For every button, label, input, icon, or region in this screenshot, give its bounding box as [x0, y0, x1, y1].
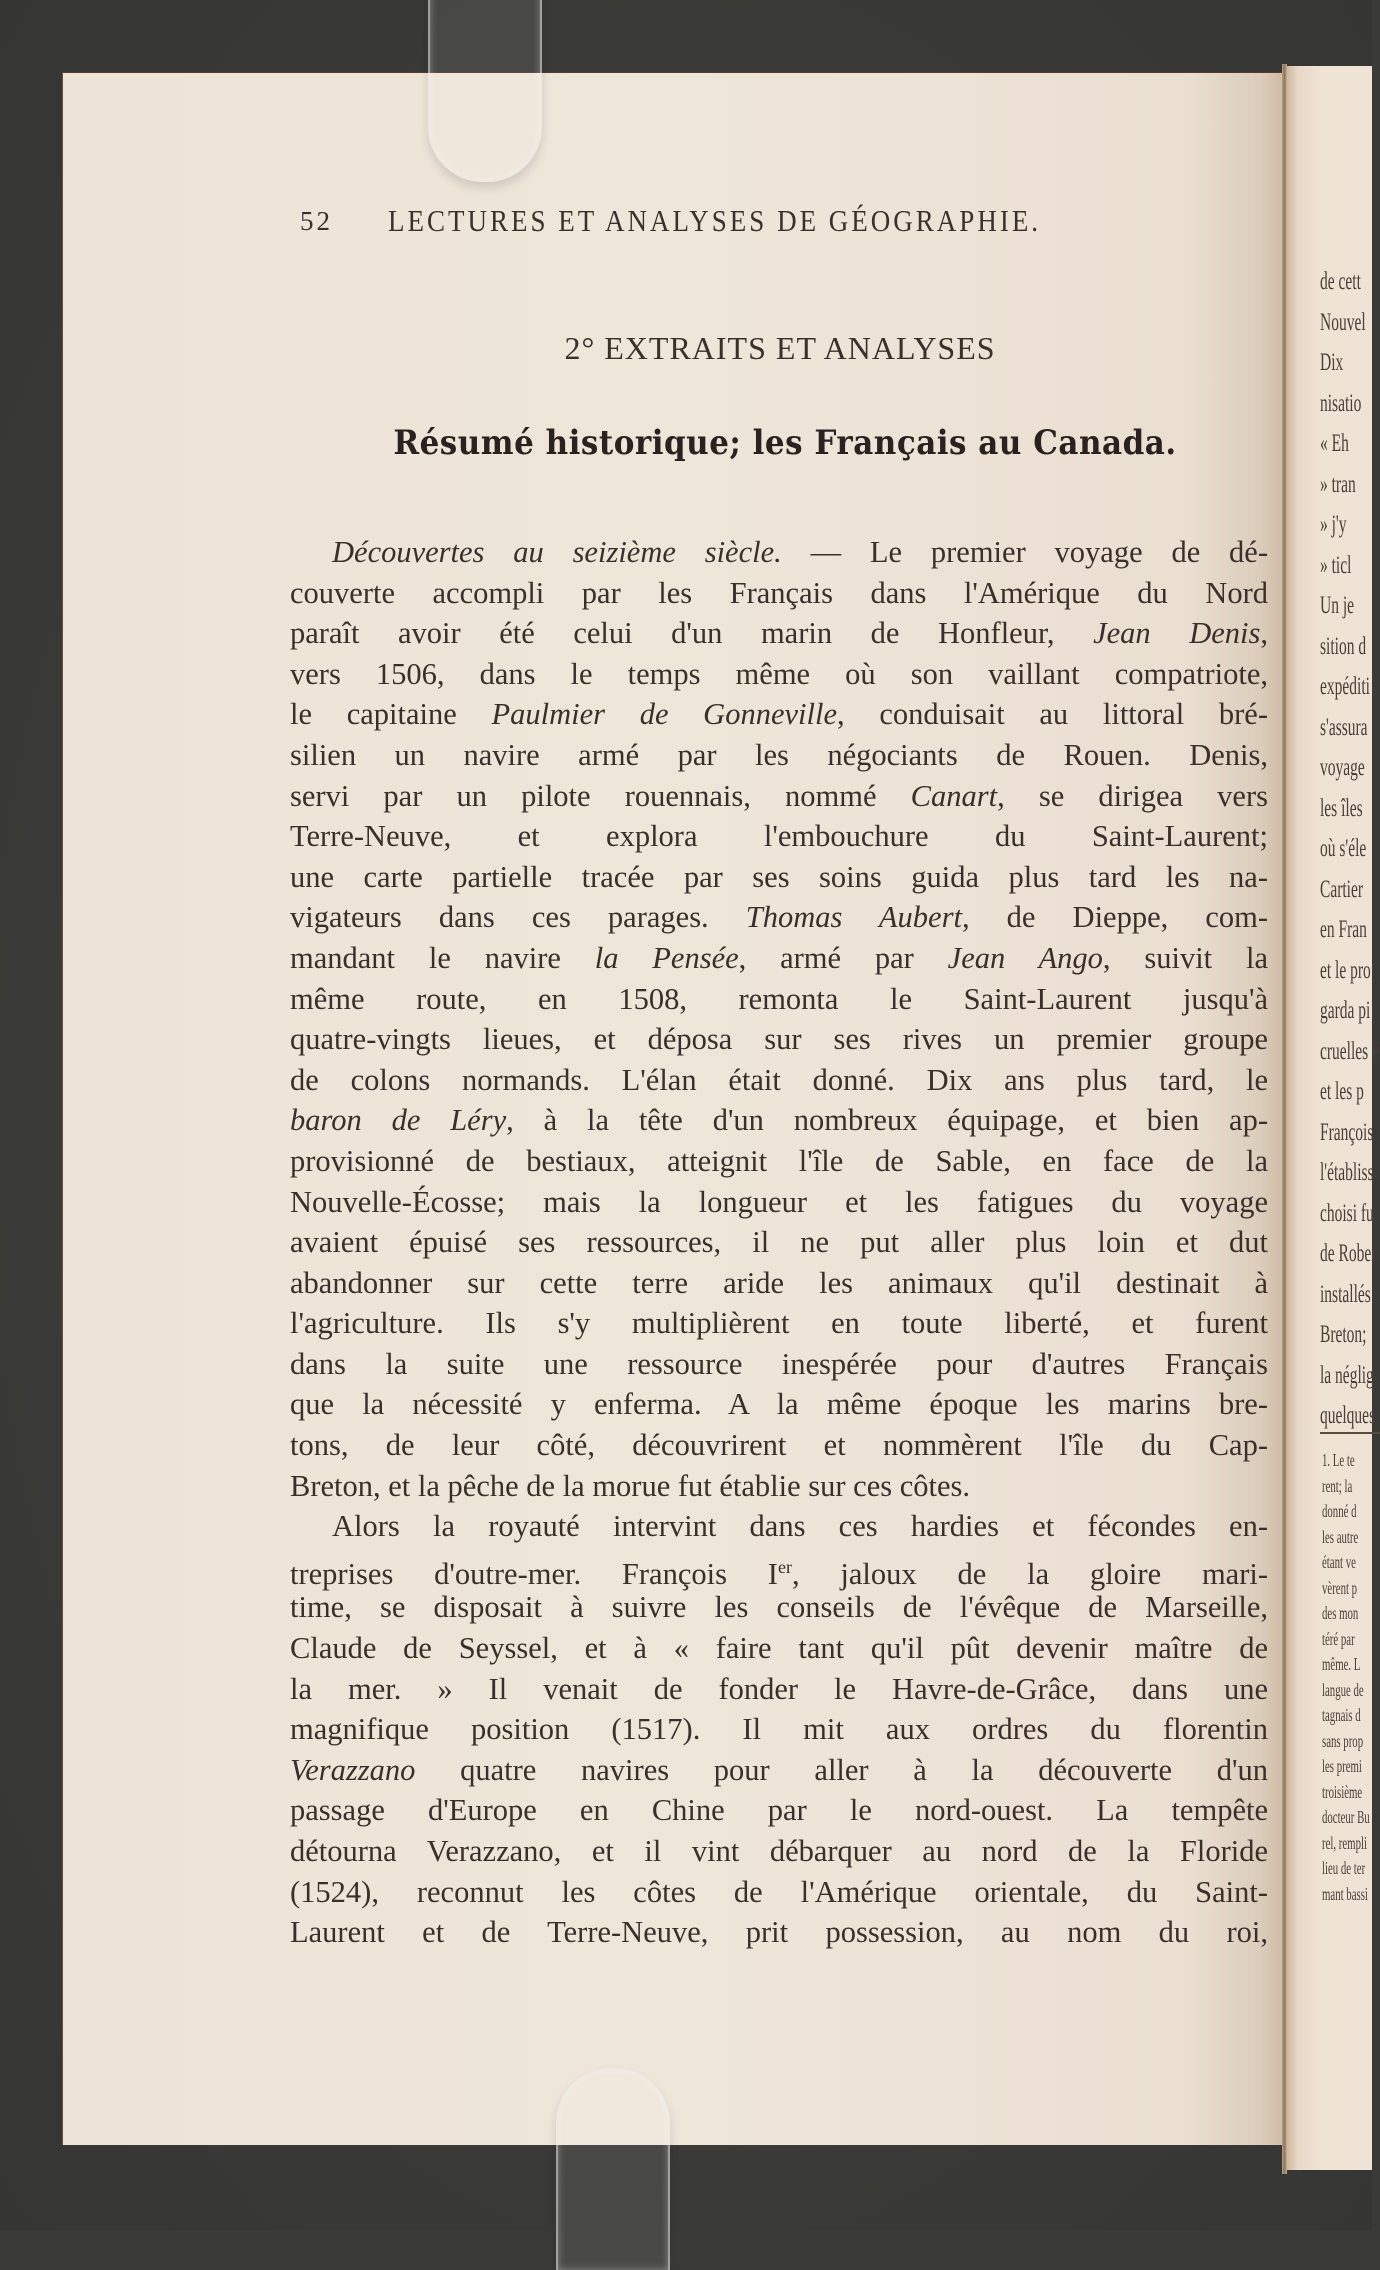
adjacent-text-line: et le pro — [1320, 956, 1371, 984]
text-fragment: , suivit la — [1102, 940, 1268, 975]
text-fragment: , de Dieppe, com- — [961, 900, 1269, 935]
text-fragment: , — [1260, 616, 1268, 651]
running-head — [300, 206, 1260, 237]
adjacent-text-line: expéditi — [1320, 673, 1370, 700]
adjacent-text-line: Dix — [1320, 349, 1344, 376]
text-fragment: , conduisait au littoral bré- — [837, 697, 1268, 732]
italic-name: Verazzano — [290, 1752, 416, 1787]
adjacent-footnote-line: donné d — [1322, 1501, 1357, 1521]
text-fragment: , jaloux de la gloire mari- — [791, 1557, 1268, 1591]
adjacent-text-line: installés — [1320, 1280, 1371, 1308]
text-line: abandonner sur cette terre aride les animaux qu'il destinait à — [290, 1265, 1268, 1300]
text-line: couverte accompli par les Français dans l'Amérique du Nord — [290, 575, 1268, 610]
adjacent-text-line: » ticl — [1320, 551, 1352, 579]
adjacent-footnote-line: langue de — [1322, 1679, 1364, 1700]
text-fragment: — Le premier voyage de dé- — [781, 535, 1268, 569]
text-line: Breton, et la pêche de la morue fut établie sur ces côtes. — [290, 1468, 971, 1503]
text-line — [290, 1100, 1268, 1141]
adjacent-text-line: voyage — [1320, 754, 1365, 781]
adjacent-text-line: « Eh — [1320, 430, 1349, 457]
text-line: l'agriculture. Ils s'y multiplièrent en toute liberté, et furent — [290, 1306, 1268, 1341]
adjacent-text-line: de cett — [1320, 268, 1361, 295]
text-fragment: vigateurs dans ces parages. — [290, 900, 746, 935]
adjacent-footnote-line: même. L — [1322, 1654, 1361, 1674]
text-line: (1524), reconnut les côtes de l'Amérique orientale, du Saint- — [290, 1874, 1268, 1909]
text-line: Nouvelle-Écosse; mais la longueur et les fatigues du voyage — [290, 1184, 1268, 1219]
text-line: vers 1506, dans le temps même où son vaillant compatriote, — [290, 656, 1268, 691]
adjacent-footnote-line: 1. Le te — [1322, 1450, 1355, 1470]
text-line — [290, 1547, 1268, 1591]
italic-name: Thomas Aubert — [745, 900, 962, 935]
adjacent-footnote-line: les autre — [1322, 1526, 1359, 1547]
text-fragment: , se dirigea vers — [997, 778, 1268, 813]
text-fragment: servi par un pilote rouennais, nommé — [290, 778, 911, 813]
adjacent-page-footnotes — [1322, 1448, 1370, 1907]
adjacent-text-line: garda pi — [1320, 997, 1371, 1024]
adjacent-footnote-line: téré par — [1322, 1628, 1355, 1649]
running-title: LECTURES ET ANALYSES DE GÉOGRAPHIE. — [388, 204, 1042, 238]
adjacent-text-line: et les p — [1320, 1078, 1364, 1105]
adjacent-text-line: » j'y — [1320, 511, 1347, 538]
adjacent-footnote-line: les premi — [1322, 1756, 1362, 1776]
adjacent-text-line: l'établiss — [1320, 1159, 1374, 1186]
text-line: quatre-vingts lieues, et déposa sur ses rives un premier groupe — [290, 1022, 1268, 1057]
adjacent-text-line: où s'éle — [1320, 835, 1367, 862]
text-line: magnifique position (1517). Il mit aux ordres du florentin — [290, 1712, 1268, 1747]
italic-name: Jean Ango — [947, 940, 1103, 975]
text-fragment: , à la tête d'un nombreux équipage, et bien ap- — [506, 1103, 1268, 1138]
adjacent-footnote-line: rel, rempli — [1322, 1832, 1367, 1853]
text-line: de colons normands. L'élan était donné. Dix ans plus tard, le — [290, 1062, 1268, 1097]
page-number: 52 — [300, 206, 333, 236]
adjacent-text-line: nisatio — [1320, 389, 1362, 417]
text-line — [290, 1750, 1268, 1791]
body-text — [290, 532, 1268, 1953]
adjacent-text-line: Cartier — [1320, 875, 1364, 903]
adjacent-text-line: quelques — [1320, 1402, 1376, 1429]
text-fragment: , armé par — [738, 940, 948, 975]
text-line — [290, 613, 1268, 654]
adjacent-text-line: la néglig — [1320, 1361, 1374, 1389]
adjacent-footnote-line: tagnais d — [1322, 1705, 1361, 1725]
italic-name: Canart — [910, 778, 998, 813]
adjacent-footnote-line: rent; la — [1322, 1475, 1353, 1496]
text-line: tons, de leur côté, découvrirent et nommèrent l'île du Cap- — [290, 1428, 1268, 1463]
article-title: Résumé historique; les Français au Canada. — [393, 423, 1177, 463]
adjacent-text-line: Breton; — [1320, 1321, 1367, 1348]
adjacent-text-line: choisi fu — [1320, 1199, 1374, 1227]
adjacent-footnote-line: étant ve — [1322, 1552, 1356, 1572]
adjacent-footnote-line: des mon — [1322, 1603, 1359, 1623]
adjacent-footnote-line: lieu de ter — [1322, 1858, 1366, 1878]
text-line: la mer. » Il venait de fonder le Havre-de-Grâce, dans une — [290, 1671, 1268, 1706]
adjacent-page-text — [1320, 262, 1379, 1437]
text-line: dans la suite une ressource inespérée pour d'autres Français — [290, 1346, 1268, 1381]
text-line: Claude de Seyssel, et à « faire tant qu'il pût devenir maître de — [290, 1631, 1268, 1666]
text-line — [290, 532, 1268, 573]
text-line: Terre-Neuve, et explora l'embouchure du Saint-Laurent; — [290, 819, 1268, 854]
text-line — [290, 897, 1268, 938]
italic-name: Paulmier de Gonneville — [491, 697, 837, 732]
adjacent-text-line: François — [1320, 1118, 1374, 1146]
adjacent-text-line: cruelles é — [1320, 1037, 1379, 1065]
text-line: détourna Verazzano, et il vint débarquer au nord de la Floride — [290, 1834, 1268, 1868]
adjacent-text-line: sition d — [1320, 632, 1367, 660]
text-line: provisionné de bestiaux, atteignit l'île de Sable, en face de la — [290, 1143, 1268, 1178]
adjacent-text-line: en Fran — [1320, 916, 1367, 943]
adjacent-text-line: » tran — [1320, 470, 1356, 498]
footnote-rule — [1320, 1432, 1380, 1434]
italic-name: la Pensée — [594, 940, 739, 975]
text-fragment: paraît avoir été celui d'un marin de Honfleur, — [290, 616, 1094, 651]
text-line — [290, 938, 1268, 979]
adjacent-footnote-line: troisième — [1322, 1781, 1363, 1802]
text-line: même route, en 1508, remonta le Saint-Laurent jusqu'à — [290, 981, 1268, 1016]
adjacent-footnote-line: sans prop — [1322, 1730, 1364, 1751]
text-fragment: mandant le navire — [290, 940, 595, 975]
adjacent-footnote-line: mant bassi — [1322, 1883, 1368, 1904]
adjacent-footnote-line: docteur Bu — [1322, 1807, 1370, 1827]
book-gutter — [1282, 64, 1287, 2174]
adjacent-text-line: les îles — [1320, 794, 1363, 822]
adjacent-text-line: de Rober — [1320, 1240, 1377, 1267]
superscript: er — [777, 1556, 792, 1577]
adjacent-text-line: Nouvel — [1320, 308, 1366, 336]
text-line: avaient épuisé ses ressources, il ne put aller plus loin et dut — [290, 1225, 1268, 1260]
text-line — [290, 776, 1268, 817]
text-line: Alors la royauté intervint dans ces hardies et fécondes en- — [332, 1509, 1268, 1544]
text-fragment: quatre navires pour aller à la découverte d'un — [415, 1752, 1268, 1787]
text-fragment: le capitaine — [290, 697, 492, 732]
text-line — [290, 694, 1268, 735]
adjacent-text-line: s'assura — [1320, 713, 1368, 741]
text-line: silien un navire armé par les négociants de Rouen. Denis, — [290, 737, 1268, 772]
text-line: time, se disposait à suivre les conseils de l'évêque de Marseille, — [290, 1590, 1268, 1625]
section-heading: 2° EXTRAITS ET ANALYSES — [564, 330, 996, 366]
adjacent-footnote-line: vèrent p — [1322, 1577, 1358, 1598]
italic-name: baron de Léry — [290, 1103, 507, 1138]
italic-lead: Découvertes au seizième siècle. — [332, 535, 782, 569]
text-line: passage d'Europe en Chine par le nord-ouest. La tempête — [290, 1793, 1268, 1828]
page-clip-top — [428, 0, 542, 182]
text-line: que la nécessité y enferma. A la même époque les marins bre- — [290, 1387, 1268, 1422]
text-line: Laurent et de Terre-Neuve, prit possession, au nom du roi, — [290, 1915, 1268, 1950]
page-clip-bottom — [556, 2068, 670, 2270]
text-fragment: treprises d'outre-mer. François I — [290, 1557, 778, 1591]
text-line: une carte partielle tracée par ses soins guida plus tard les na- — [290, 859, 1268, 894]
italic-name: Jean Denis — [1093, 616, 1261, 651]
adjacent-text-line: Un je — [1320, 592, 1355, 619]
